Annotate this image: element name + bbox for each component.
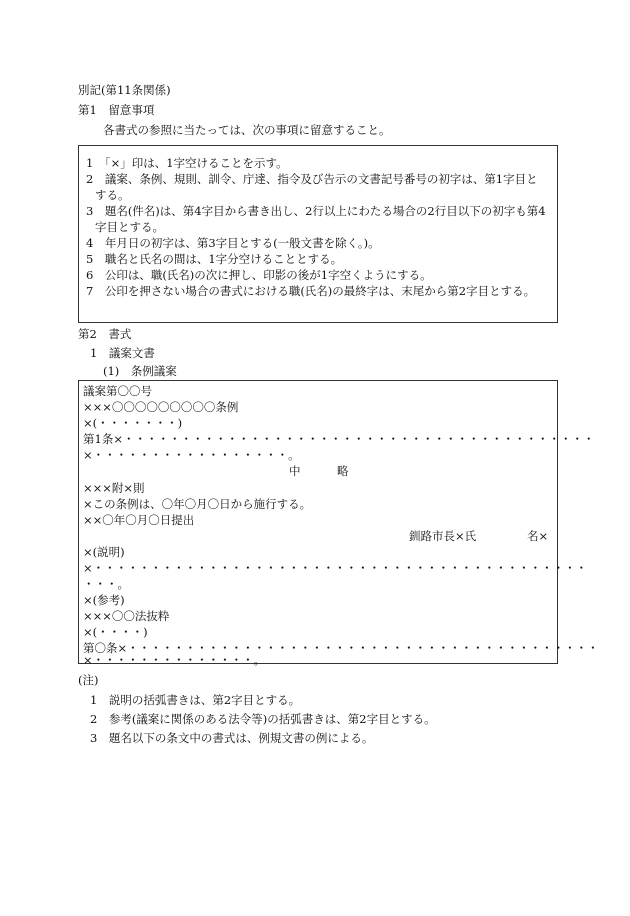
reference-heading: ×(参考) bbox=[83, 593, 125, 607]
subsection-heading: 1 議案文書 bbox=[90, 346, 155, 360]
supplementary-text: ×この条例は、〇年〇月〇日から施行する。 bbox=[83, 497, 312, 511]
bill-number: 議案第〇〇号 bbox=[83, 384, 152, 398]
note-line: 字目とする。 bbox=[95, 220, 164, 234]
note-line: 7 公印を押さない場合の書式における職(氏名)の最終字は、末尾から第2字目とする。 bbox=[86, 284, 536, 298]
footnote-item: 3 題名以下の条文中の書式は、例規文書の例による。 bbox=[90, 731, 374, 745]
note-line: 2 議案、条例、規則、訓令、庁達、指令及び告示の文書記号番号の初字は、第1字目と bbox=[86, 172, 538, 186]
reference-article: ×・・・・・・・・・・・・・・。 bbox=[83, 653, 266, 667]
signature-name: 名× bbox=[527, 529, 549, 543]
reference-subtitle: ×(・・・・) bbox=[83, 625, 148, 639]
bill-title: ×××〇〇〇〇〇〇〇〇〇条例 bbox=[83, 400, 239, 414]
note-line: 4 年月日の初字は、第3字目とする(一般文書を除く。)。 bbox=[86, 236, 380, 250]
explanation-line: ×・・・・・・・・・・・・・・・・・・・・・・・・・・・・・・・・・・・・・・・・・・・ bbox=[83, 561, 588, 575]
note-line: 1 「×」印は、1字空けることを示す。 bbox=[86, 156, 288, 170]
note-line: 3 題名(件名)は、第4字目から書き出し、2行以上にわたる場合の2行目以下の初字も第4 bbox=[86, 204, 546, 218]
explanation-line: ・・・。 bbox=[83, 577, 129, 591]
footnote-item: 1 説明の括弧書きは、第2字目とする。 bbox=[90, 693, 301, 707]
reference-law: ×××〇〇法抜粋 bbox=[83, 609, 170, 623]
template-box bbox=[78, 380, 599, 667]
notes-heading: (注) bbox=[78, 673, 99, 687]
supplementary-heading: ×××附×則 bbox=[83, 481, 145, 495]
submission-date: ××〇年〇月〇日提出 bbox=[83, 513, 195, 527]
note-line: 5 職名と氏名の間は、1字分空けることとする。 bbox=[86, 252, 343, 266]
article-line: 第1条×・・・・・・・・・・・・・・・・・・・・・・・・・・・・・・・・・・・・・・・・・ bbox=[83, 432, 595, 446]
reference-article: 第〇条×・・・・・・・・・・・・・・・・・・・・・・・・・・・・・・・・・・・・・・・・・ bbox=[83, 641, 599, 655]
signature-title: 釧路市長×氏 bbox=[409, 529, 477, 543]
subsection-heading: (1) 条例議案 bbox=[103, 364, 177, 378]
notes-box bbox=[78, 145, 558, 323]
footnote-item: 2 参考(議案に関係のある法令等)の括弧書きは、第2字目とする。 bbox=[90, 712, 436, 726]
section1-heading: 第1 留意事項 bbox=[78, 103, 155, 117]
section2-heading: 第2 書式 bbox=[78, 327, 132, 341]
note-line: 6 公印は、職(氏名)の次に押し、印影の後が1字空くようにする。 bbox=[86, 268, 432, 282]
explanation-heading: ×(説明) bbox=[83, 545, 125, 559]
omission-mark: 略 bbox=[337, 464, 349, 478]
section1-intro: 各書式の参照に当たっては、次の事項に留意すること。 bbox=[103, 123, 391, 137]
page-title: 別記(第11条関係) bbox=[78, 83, 171, 97]
note-line: する。 bbox=[95, 188, 130, 202]
omission-mark: 中 bbox=[289, 464, 301, 478]
article-line: ×・・・・・・・・・・・・・・・・・。 bbox=[83, 448, 300, 462]
bill-subtitle: ×(・・・・・・・) bbox=[83, 416, 183, 430]
